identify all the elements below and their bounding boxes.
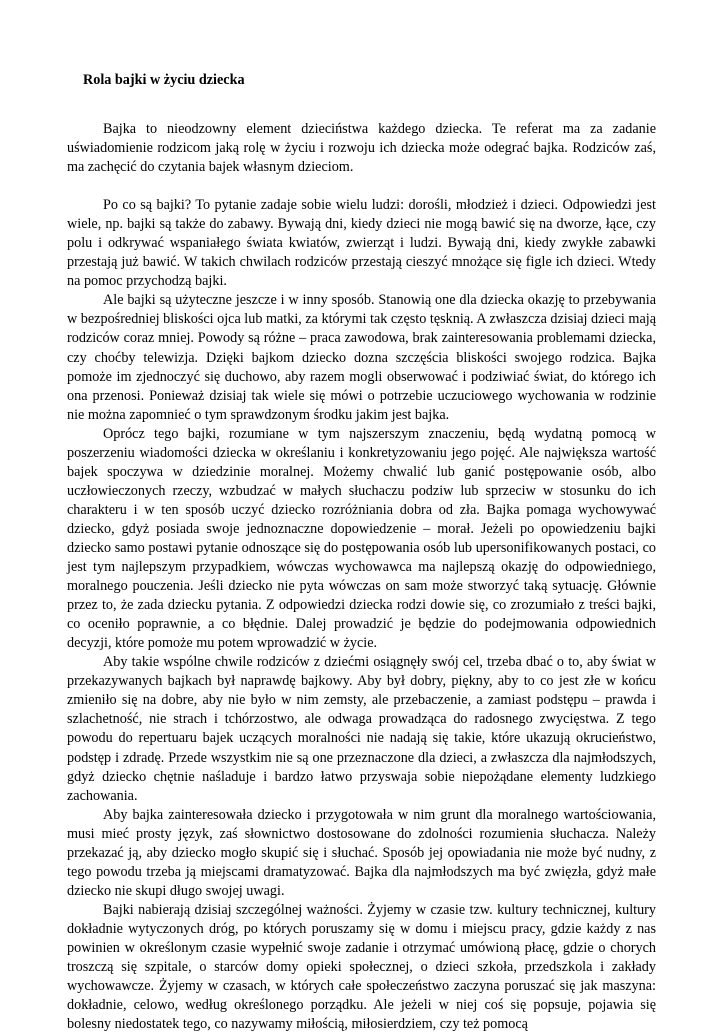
paragraph: Po co są bajki? To pytanie zadaje sobie wielu ludzi: dorośli, młodzież i dzieci. Odpowiedzi jest wiele, np. bajki są także do zabawy. Bywają dni, kiedy dzieci nie mogą bawić się na dworze, łące, czy polu i odkrywać wspaniałego świata kwiatów, zwierząt i ludzi. Bywają dni, kiedy zwykłe zabawki przestają już bawić. W takich chwilach rodziców przestają cieszyć mnożące się figle ich dzieci. Wtedy na pomoc przychodzą bajki. — [67, 197, 656, 290]
paragraph: Aby bajka zainteresowała dziecko i przygotowała w nim grunt dla moralnego wartościowania, musi mieć prosty język, zaś słownictwo dostosowane do zdolności rozumienia słuchacza. Należy przekazać ją, aby dziecko mogło skupić się i słuchać. Sposób jej opowiadania nie może być nudny, z tego powodu trzeba ją miejscami dramatyzować. Bajka dla najmłodszych ma być zwięzła, gdyż małe dziecko nie skupi długo swojej uwagi. — [67, 806, 656, 899]
paragraph-intro: Bajka to nieodzowny element dzieciństwa każdego dziecka. Te referat ma za zadanie uświadomienie rodzicom jaką rolę w życiu i rozwoju ich dziecka może odegrać bajka. Rodziców zaś, ma zachęcić do czytania bajek własnym dzieciom. — [67, 121, 656, 176]
document-title: Rola bajki w życiu dziecka — [83, 72, 245, 88]
paragraph: Aby takie wspólne chwile rodziców z dziećmi osiągnęły swój cel, trzeba dbać o to, aby świat w przekazywanych bajkach był naprawdę bajkowy. Aby był dobry, piękny, aby to co jest złe w końcu zmieniło się na dobre, aby nie było w nim zemsty, ale przebaczenie, a zamiast podstępu – prawda i szlachetność, nie strach i tchórzostwo, ale odwaga prowadząca do radosnego zwycięstwa. Z tego powodu do repertuaru bajek uczących moralności nie nadają się takie, które ukazują okrucieństwo, podstęp i zdradę. Przede wszystkim nie są one przeznaczone dla dzieci, a zwłaszcza dla najmłodszych, gdyż dziecko chętnie naśladuje i bardzo łatwo przyswaja sobie niepożądane elementy ludzkiego zachowania. — [67, 654, 656, 804]
paragraph: Bajki nabierają dzisiaj szczególnej ważności. Żyjemy w czasie tzw. kultury technicznej, kultury dokładnie wytyczonych dróg, po których poruszamy się w domu i miejscu pracy, gdzie każdy z nas powinien w określonym czasie wypełnić swoje zadanie i otrzymać umówioną płacę, gdzie o chorych troszczą się szpitale, o starców domy opieki społecznej, o dzieci szkoła, przedszkola i zakłady wychowawcze. Żyjemy w czasach, w których całe społeczeństwo zaczyna poruszać się jak maszyna: dokładnie, celowo, według określonego porządku. Ale jeżeli w niej coś się popsuje, pojawia się bolesny niedostatek tego, co nazywamy miłością, miłosierdziem, czy też pomocą — [67, 901, 656, 1033]
paragraph: Oprócz tego bajki, rozumiane w tym najszerszym znaczeniu, będą wydatną pomocą w poszerzeniu wiadomości dziecka w określaniu i konkretyzowaniu jego pojęć. Ale największa wartość bajek spoczywa w dziedzinie moralnej. Możemy chwalić lub ganić postępowanie osób, albo uczłowieczonych rzeczy, wzbudzać w małych słuchaczu podziw lub sprzeciw w stosunku do ich charakteru i w ten sposób uczyć dziecko rozróżniania dobra od zła. Bajka pomaga wychowywać dziecko, gdyż posiada swoje jednoznaczne dopowiedzenie – morał. Jeżeli po opowiedzeniu bajki dziecko samo postawi pytanie odnoszące się do postępowania osób lub upersonifikowanych postaci, co jest tym najlepszym przypadkiem, wówczas wychowawca ma najlepszą okazję do odpowiedniego, moralnego pouczenia. Jeśli dziecko nie pyta wówczas on sam może stworzyć taką sytuację. Głównie przez to, że zada dziecku pytania. Z odpowiedzi dziecka rodzi dowie się, co zrozumiało z treści bajki, co oceniło poprawnie, a co błędnie. Dalej prowadzić je będzie do podejmowania odpowiednich decyzji, które pomoże mu potem wprowadzić w życie. — [67, 425, 656, 652]
document-body — [67, 120, 656, 1034]
paragraph: Ale bajki są użyteczne jeszcze i w inny sposób. Stanowią one dla dziecka okazję to przebywania w bezpośredniej bliskości ojca lub matki, za którymi tak często tęsknią. A zwłaszcza dzisiaj dzieci mają rodziców coraz mniej. Powody są różne – praca zawodowa, brak zainteresowania problemami dziecka, czy choćby telewizja. Dzięki bajkom dziecko dozna szczęścia bliskości swojego rodzica. Bajka pomoże im zjednoczyć się duchowo, aby razem mogli obserwować i podziwiać świat, do którego ich ona przenosi. Ponieważ dzisiaj tak wiele się mówi o potrzebie uczuciowego wychowania w rodzinie nie można zapomnieć o tym sprawdzonym środku jakim jest bajka. — [67, 292, 656, 423]
